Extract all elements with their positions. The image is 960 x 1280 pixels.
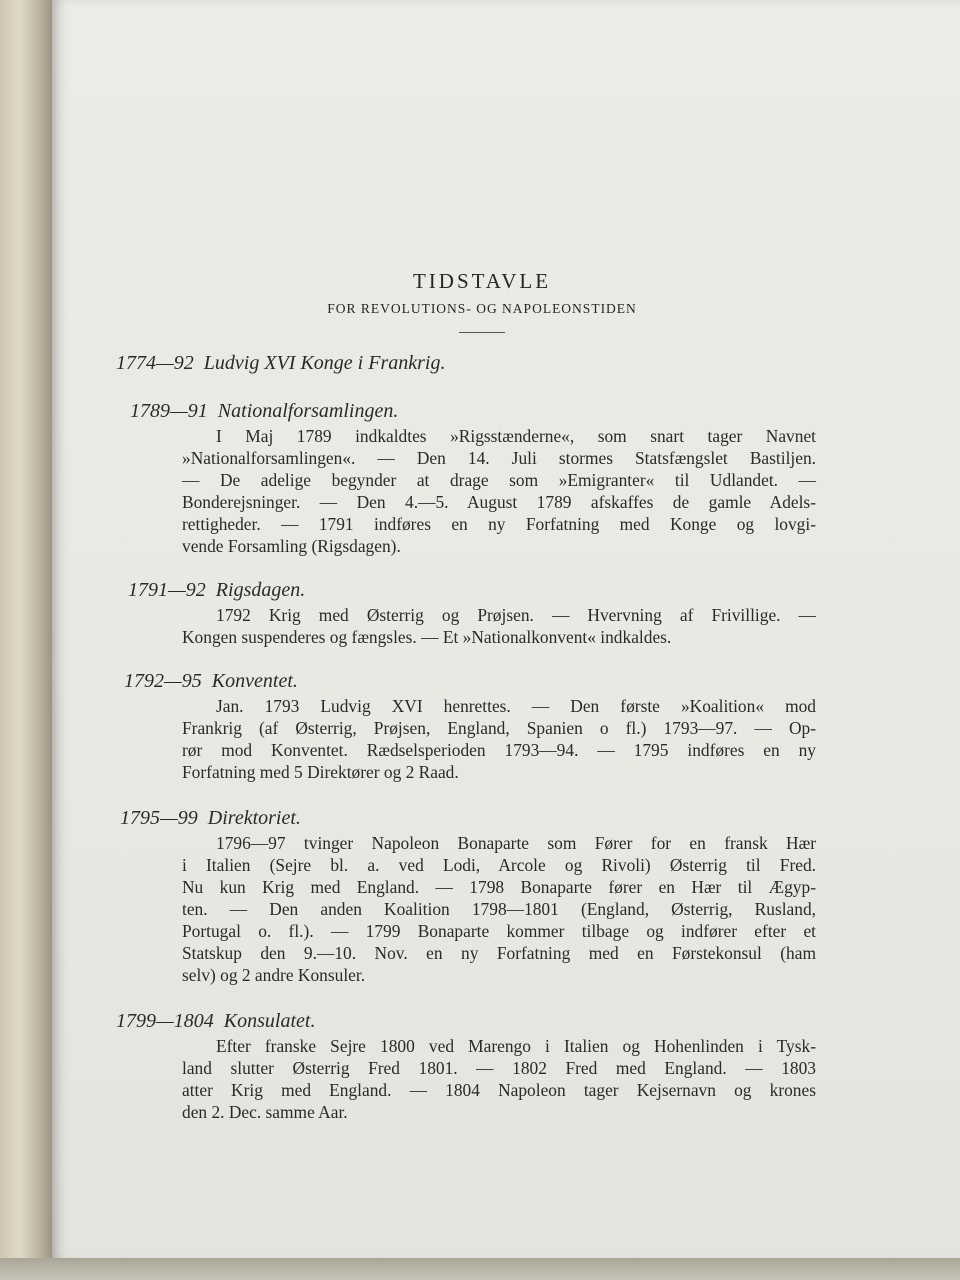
entry-period: 1795—99 xyxy=(120,807,198,829)
timeline-entry xyxy=(116,805,816,986)
entry-heading xyxy=(116,1008,816,1034)
title-divider xyxy=(459,332,505,333)
entry-text-line: ten. — Den anden Koalition 1798—1801 (England, Østerrig, Rusland, xyxy=(182,899,816,919)
timeline-entry xyxy=(116,1008,816,1123)
entry-text-line: rør mod Konventet. Rædselsperioden 1793—94. — 1795 indføres en ny xyxy=(182,740,816,760)
entry-name: Rigsdagen. xyxy=(215,579,306,601)
entry-name: Direktoriet. xyxy=(207,807,301,829)
entry-text-line: den 2. Dec. samme Aar. xyxy=(182,1102,348,1122)
entry-text-line: I Maj 1789 indkaldtes »Rigsstænderne«, som snart tager Navnet xyxy=(216,426,816,446)
entry-heading xyxy=(128,577,816,603)
entry-text-line: Kongen suspenderes og fængsles. — Et »Nationalkonvent« indkaldes. xyxy=(182,627,672,647)
entry-text-line: vende Forsamling (Rigsdagen). xyxy=(182,536,401,556)
entry-period: 1799—1804 xyxy=(116,1010,214,1032)
entry-text-line: 1792 Krig med Østerrig og Prøjsen. — Hvervning af Frivillige. — xyxy=(216,605,816,625)
timeline-entries xyxy=(116,350,816,1139)
entry-text-line: Statskup den 9.—10. Nov. en ny Forfatning med en Førstekonsul (ham xyxy=(182,943,816,963)
entry-text-line: selv) og 2 andre Konsuler. xyxy=(182,965,366,985)
book-spine-edge xyxy=(0,0,58,1280)
entry-body xyxy=(116,604,816,648)
page-heading xyxy=(282,266,682,333)
entry-name: Konventet. xyxy=(211,670,298,692)
page-title: TIDSTAVLE xyxy=(412,269,552,293)
entry-text-line: land slutter Østerrig Fred 1801. — 1802 Fred med England. — 1803 xyxy=(182,1058,816,1078)
entry-text-line: atter Krig med England. — 1804 Napoleon tager Kejsernavn og krones xyxy=(182,1080,816,1100)
entry-text-line: Portugal o. fl.). — 1799 Bonaparte kommer tilbage og indfører efter et xyxy=(182,921,816,941)
entry-body xyxy=(116,1035,816,1123)
entry-text-line: rettigheder. — 1791 indføres en ny Forfatning med Konge og lovgi- xyxy=(182,514,816,534)
entry-period: 1789—91 xyxy=(130,400,208,422)
entry-text-line: Frankrig (af Østerrig, Prøjsen, England, Spanien o fl.) 1793—97. — Op- xyxy=(182,718,816,738)
entry-heading xyxy=(124,668,816,694)
entry-text-line: 1796—97 tvinger Napoleon Bonaparte som Fører for en fransk Hær xyxy=(216,833,816,853)
timeline-entry xyxy=(116,668,816,783)
entry-name: Konsulatet. xyxy=(223,1010,316,1032)
entry-text-line: — De adelige begynder at drage som »Emigranter« til Udlandet. — xyxy=(182,470,816,490)
entry-text-line: »Nationalforsamlingen«. — Den 14. Juli stormes Statsfængslet Bastiljen. xyxy=(182,448,816,468)
entry-text-line: Efter franske Sejre 1800 ved Marengo i Italien og Hohenlinden i Tysk- xyxy=(216,1036,816,1056)
timeline-entry xyxy=(116,577,816,648)
entry-name: Ludvig XVI Konge i Frankrig. xyxy=(203,352,446,374)
page-bottom-edge xyxy=(0,1258,960,1280)
entry-body xyxy=(116,695,816,783)
page-subtitle: FOR REVOLUTIONS- OG NAPOLEONSTIDEN xyxy=(327,301,637,316)
entry-text-line: Jan. 1793 Ludvig XVI henrettes. — Den første »Koalition« mod xyxy=(216,696,816,716)
entry-heading xyxy=(130,398,816,424)
entry-text-line: Bonderejsninger. — Den 4.—5. August 1789 afskaffes de gamle Adels- xyxy=(182,492,816,512)
entry-body xyxy=(116,425,816,557)
entry-body xyxy=(116,832,816,986)
entry-period: 1774—92 xyxy=(116,352,194,374)
timeline-entry xyxy=(116,350,816,376)
entry-name: Nationalforsamlingen. xyxy=(217,400,399,422)
entry-heading xyxy=(116,350,816,376)
entry-text-line: Nu kun Krig med England. — 1798 Bonaparte fører en Hær til Ægyp- xyxy=(182,877,816,897)
entry-text-line: Forfatning med 5 Direktører og 2 Raad. xyxy=(182,762,459,782)
entry-text-line: i Italien (Sejre bl. a. ved Lodi, Arcole og Rivoli) Østerrig til Fred. xyxy=(182,855,816,875)
entry-heading xyxy=(120,805,816,831)
timeline-entry xyxy=(116,398,816,557)
entry-period: 1791—92 xyxy=(128,579,206,601)
entry-period: 1792—95 xyxy=(124,670,202,692)
